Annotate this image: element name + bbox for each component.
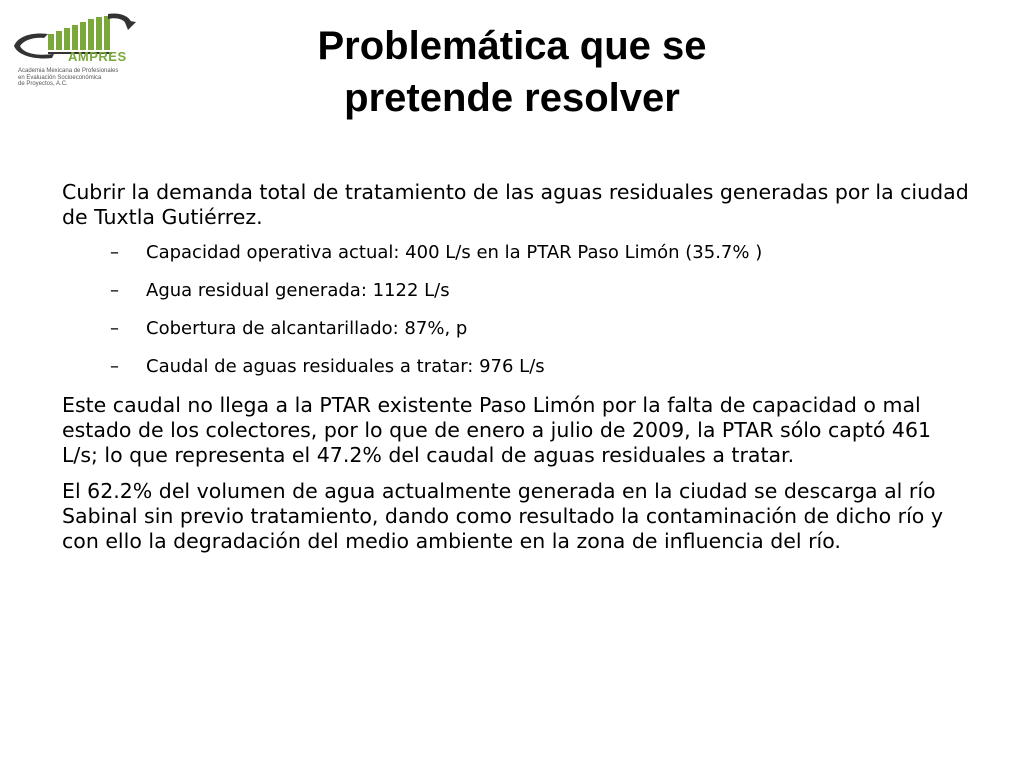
sub-bullet-item bbox=[62, 279, 972, 303]
dash-bullet: – bbox=[110, 318, 119, 339]
slide-title bbox=[0, 20, 1024, 124]
logo-caption-line: de Proyectos, A.C. bbox=[18, 81, 68, 87]
dash-bullet: – bbox=[110, 242, 119, 263]
logo-brand: AMPRES bbox=[68, 49, 127, 64]
slide-body bbox=[62, 180, 972, 565]
logo-caption-line: en Evaluación Socioeconómica bbox=[18, 74, 102, 81]
sub-bullet-text: Capacidad operativa actual: 400 L/s en la PTAR Paso Limón (35.7% ) bbox=[146, 242, 763, 263]
logo-caption-line: Academia Mexicana de Profesionales bbox=[18, 68, 119, 74]
slide-title-line-2: pretende resolver bbox=[344, 76, 680, 120]
sub-bullet-item bbox=[62, 355, 972, 379]
sub-bullet-item bbox=[62, 241, 972, 265]
sub-bullet-list bbox=[62, 241, 972, 379]
paragraph-river-discharge: El 62.2% del volumen de agua actualmente generada en la ciudad se descarga al río Sabinal sin previo tratamiento, dando como resultado la contaminación de dicho río y con ello la degradación del medio ambiente en la zona de influencia del río. bbox=[62, 479, 943, 553]
paragraph-ptar-capacity: Este caudal no llega a la PTAR existente Paso Limón por la falta de capacidad o mal estado de los colectores, por lo que de enero a julio de 2009, la PTAR sólo captó 461 L/s; lo que representa el 47.2% del caudal de aguas residuales a tratar. bbox=[62, 393, 932, 467]
sub-bullet-text: Agua residual generada: 1122 L/s bbox=[146, 280, 450, 301]
slide-title-line-1: Problemática que se bbox=[317, 24, 707, 68]
dash-bullet: – bbox=[110, 356, 119, 377]
dash-bullet: – bbox=[110, 280, 119, 301]
sub-bullet-text: Caudal de aguas residuales a tratar: 976 L/s bbox=[146, 356, 545, 377]
intro-paragraph: Cubrir la demanda total de tratamiento de las aguas residuales generadas por la ciudad de Tuxtla Gutiérrez. bbox=[62, 180, 969, 229]
sub-bullet-item bbox=[62, 317, 972, 341]
sub-bullet-text: Cobertura de alcantarillado: 87%, p bbox=[146, 318, 468, 339]
